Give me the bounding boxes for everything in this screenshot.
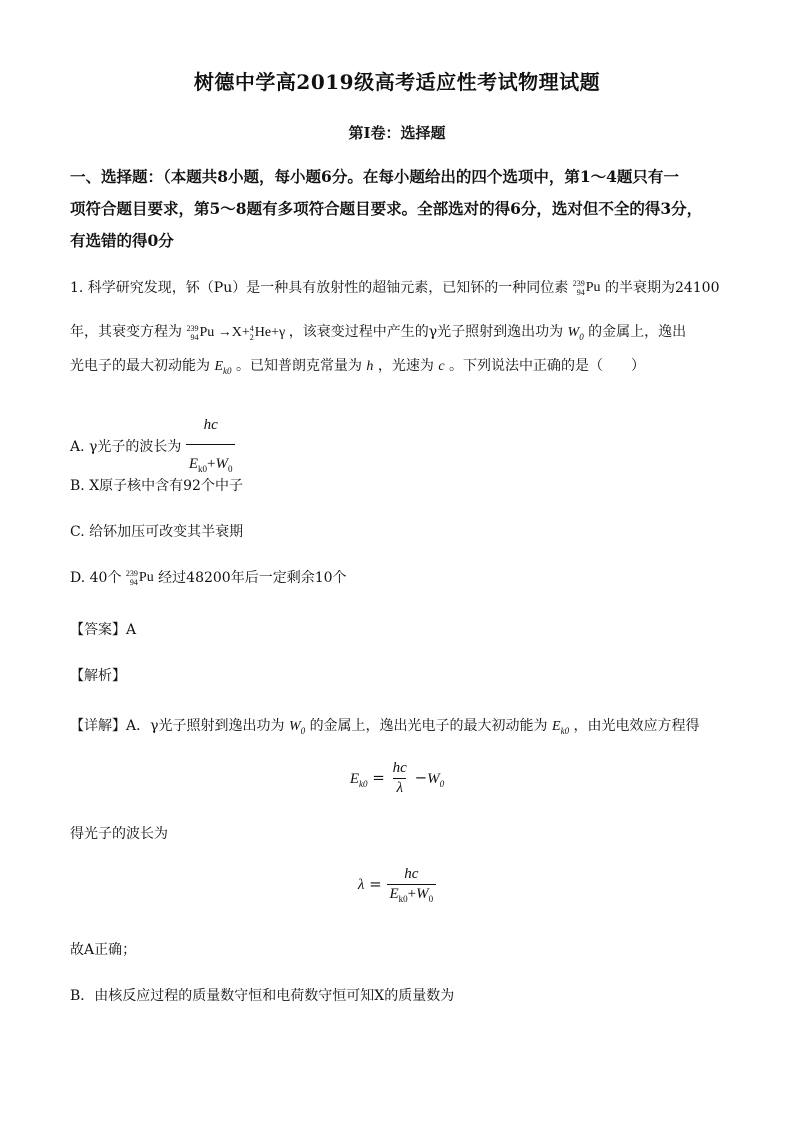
question-1-line-2: 年，其衰变方程为 239 94 Pu →X+ 4 2 He +γ ，该衰变过程中产生的γ光子照射到逸出功为 $W_0$ 的金属上，逸出 (70, 323, 687, 342)
wavelength-equation: λ = $\frac{hc}{E_{k0}+W_0}$ (0, 866, 794, 904)
question-1-line-1: 1. 科学研究发现，钚（Pu）是一种具有放射性的超铀元素，已知钚的一种同位素 239 94 Pu 的半衰期为24100 (70, 279, 720, 297)
photoelectric-equation: $E_{k0}$ = $\frac{hc}{\lambda}$ $-W_0$ (349, 760, 445, 796)
detail-line-1: 【详解】A．γ光子照射到逸出功为 $W_0$ 的金属上，逸出光电子的最大初动能为 $E_{k0}$ ，由光电效应方程得 (70, 718, 700, 736)
question-1-line-3: 光电子的最大初动能为 $E_{k0}$ 。已知普朗克常量为 h ，光速为 c 。下列说法中正确的是（ ） (70, 358, 645, 376)
document-title: 树德中学高2019级高考适应性考试物理试题 (193, 70, 601, 94)
decay-equation: 239 94 Pu →X+ 4 2 He +γ (186, 323, 286, 342)
pu-239-nuclide: 239 94 Pu (572, 279, 601, 297)
option-b: B. X原子核中含有92个中子 (70, 478, 243, 494)
section-heading: 第Ⅰ卷：选择题 (348, 124, 446, 142)
answer-label: 【答案】A (70, 622, 137, 638)
option-a: A. γ光子的波长为 $\frac{hc}{E_{k0}+W_0}$ (70, 407, 730, 487)
detail-wavelength-text: 得光子的波长为 (70, 826, 168, 842)
instruction-line-1: 一、选择题：（本题共8小题，每小题6分。在每小题给出的四个选项中，第1～4题只有一 (70, 167, 679, 186)
detail-line-b: B．由核反应过程的质量数守恒和电荷数守恒可知X的质量数为 (70, 988, 455, 1004)
option-d: D. 40个 239 94 Pu 经过48200年后一定剩余10个 (70, 569, 347, 587)
wavelength-fraction: $\frac{hc}{E_{k0}+W_0}$ (186, 407, 236, 487)
detail-conclusion-a: 故A正确； (70, 942, 137, 958)
instruction-line-3: 有选错的得0分 (70, 231, 174, 250)
analysis-label: 【解析】 (70, 668, 126, 684)
option-c: C. 给钚加压可改变其半衰期 (70, 524, 244, 540)
instruction-line-2: 项符合题目要求，第5～8题有多项符合题目要求。全部选对的得6分，选对但不全的得3分， (70, 199, 703, 218)
